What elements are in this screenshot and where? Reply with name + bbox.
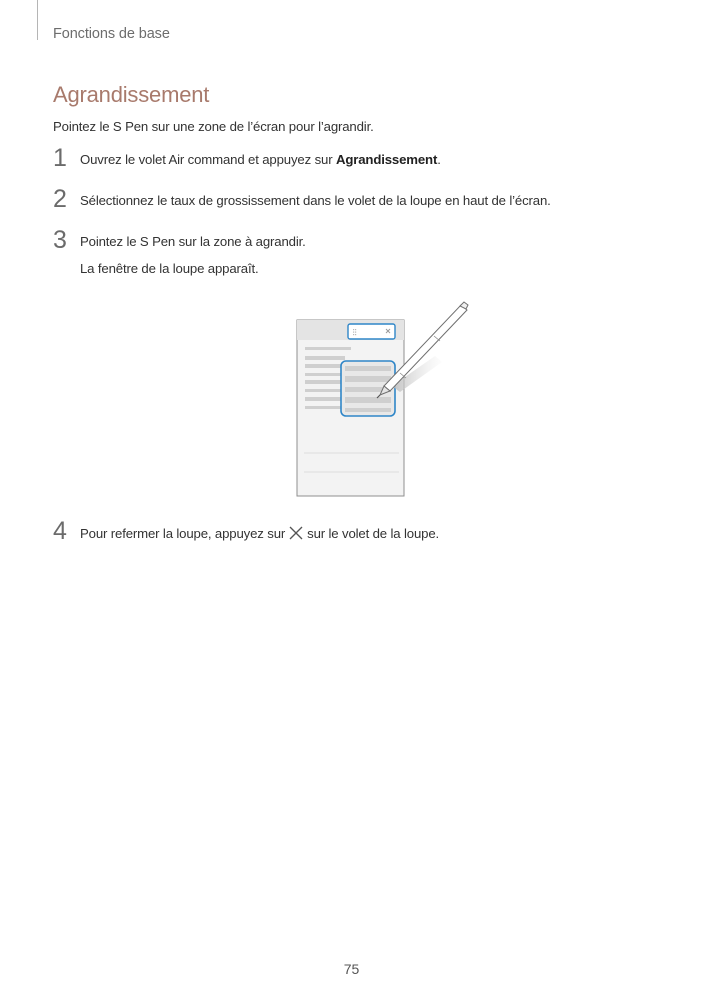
section-title: Agrandissement [53, 82, 210, 107]
step-text-bold: Agrandissement [335, 152, 438, 167]
step-text: Sélectionnez le taux de grossissement dans le volet de la loupe en haut de l’écran. [80, 193, 551, 208]
step-text [80, 525, 439, 544]
step-number: 2 [53, 185, 67, 213]
step-text-part: Pour refermer la loupe, appuyez sur [80, 526, 286, 541]
close-icon [288, 525, 304, 544]
intro-paragraph: Pointez le S Pen sur une zone de l’écran pour l’agrandir. [53, 119, 374, 134]
step-text-part: . [437, 152, 441, 167]
page-edge-rule [37, 0, 38, 40]
running-head: Fonctions de base [53, 26, 170, 42]
step-number: 1 [53, 144, 67, 172]
step-subtext: La fenêtre de la loupe apparaît. [80, 261, 259, 276]
step-text-part: Ouvrez le volet Air command et appuyez sur [80, 152, 336, 167]
page-number: 75 [343, 961, 360, 977]
step-text [80, 152, 441, 167]
step-text-part: sur le volet de la loupe. [307, 526, 440, 541]
step-number: 3 [53, 226, 67, 254]
magnifier-illustration [296, 300, 471, 498]
magnifier-illustration-svg [296, 300, 471, 498]
step-number: 4 [53, 517, 67, 545]
step-text: Pointez le S Pen sur la zone à agrandir. [80, 234, 306, 249]
